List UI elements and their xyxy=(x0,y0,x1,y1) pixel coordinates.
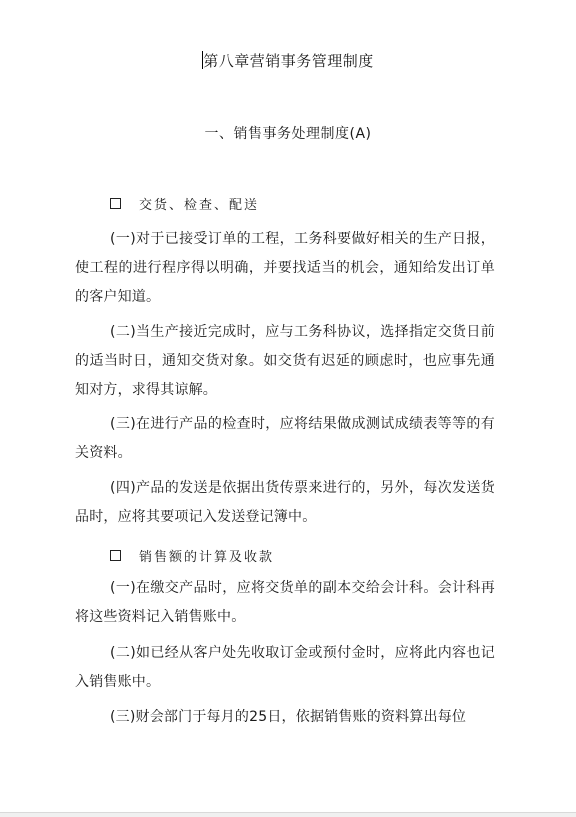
subsection-heading-delivery xyxy=(110,194,259,213)
paragraph: (一)在缴交产品时，应将交货单的副本交给会计科。会计科再将这些资料记入销售账中。 xyxy=(75,580,495,625)
paragraph: (三)在进行产品的检查时，应将结果做成测试成绩表等等的有关资料。 xyxy=(75,416,495,461)
checkbox-icon[interactable] xyxy=(110,550,121,561)
paragraph: (二)如已经从客户处先收取订金或预付金时，应将此内容也记入销售账中。 xyxy=(75,645,495,690)
document-title xyxy=(0,50,576,71)
section-heading: 一、销售事务处理制度(A) xyxy=(204,126,372,142)
paragraph: (四)产品的发送是依据出货传票来进行的，另外，每次发送货品时，应将其要项记入发送登记簿中。 xyxy=(75,480,495,525)
paragraph: (一)对于已接受订单的工程，工务科要做好相关的生产日报，使工程的进行程序得以明确，并要找适当的机会，通知给发出订单的客户知道。 xyxy=(75,231,495,305)
subsection-heading-sales xyxy=(110,546,274,565)
subsection-heading-label: 销售额的计算及收款 xyxy=(139,550,275,565)
paragraph: (三)财会部门于每月的25日，依据销售账的资料算出每位 xyxy=(110,709,467,725)
page-bottom-edge xyxy=(0,812,576,817)
document-title-text: 第八章营销事务管理制度 xyxy=(203,52,374,70)
paragraph: (二)当生产接近完成时，应与工务科协议，选择指定交货日前的适当时日，通知交货对象。如交货有迟延的顾虑时，也应事先通知对方，求得其谅解。 xyxy=(75,324,495,398)
checkbox-icon[interactable] xyxy=(110,198,121,209)
subsection-heading-label: 交货、检查、配送 xyxy=(139,198,260,213)
